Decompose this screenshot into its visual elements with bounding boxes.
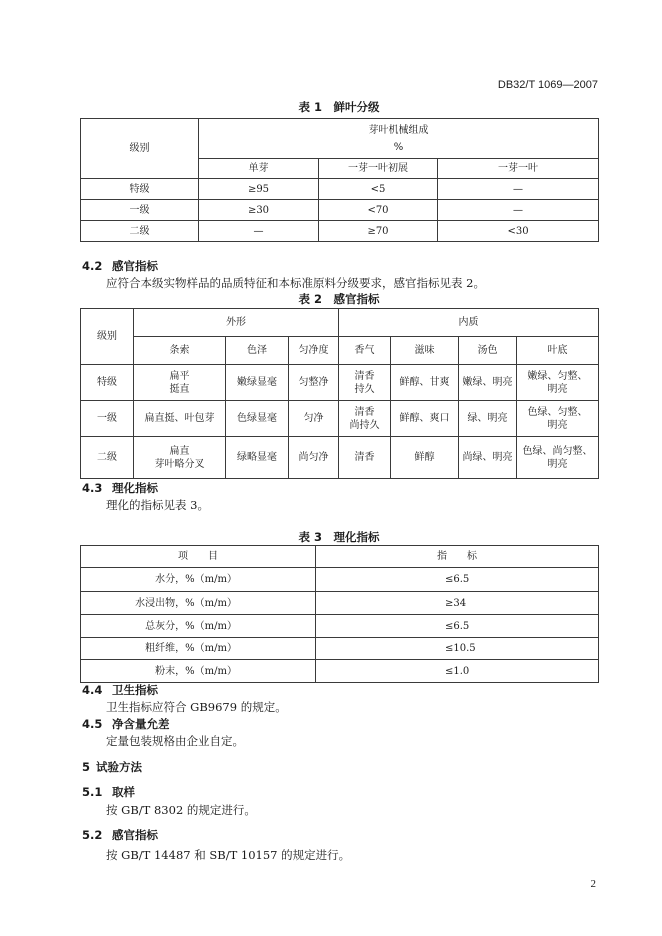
section-title: 取样 [112, 785, 135, 799]
column-header: 滋味 [391, 337, 459, 365]
value-cell: ≥30 [199, 200, 319, 221]
table-3-physicochemical-indicators [80, 545, 599, 683]
section-5-heading [82, 759, 302, 775]
indicator-cell: ≤1.0 [316, 660, 599, 683]
item-cell: 水分，%（m/m） [81, 568, 316, 592]
grade-cell: 特级 [81, 179, 199, 200]
value-cell: 鲜醇、爽口 [391, 401, 459, 437]
page-number: 2 [590, 878, 596, 890]
table-header-row [81, 309, 599, 337]
table-1-title: 表 1 鲜叶分级 [298, 100, 380, 114]
table-row [81, 615, 599, 638]
table-row [81, 401, 599, 437]
section-number: 4.5 [82, 717, 103, 731]
value-cell: ≥95 [199, 179, 319, 200]
table-row [81, 437, 599, 479]
value-cell: <30 [438, 221, 599, 242]
value-cell: 清香 尚持久 [339, 401, 391, 437]
column-header: 叶底 [517, 337, 599, 365]
value-cell: — [438, 179, 599, 200]
value-cell: <5 [319, 179, 438, 200]
section-5-2-text: 按 GB/T 14487 和 SB/T 10157 的规定进行。 [106, 848, 351, 862]
column-header: 香气 [339, 337, 391, 365]
table-row [81, 568, 599, 592]
value-cell: 扁平 挺直 [134, 365, 226, 401]
section-title: 试验方法 [96, 760, 142, 774]
value-cell: 鲜醇、甘爽 [391, 365, 459, 401]
column-header: 汤色 [459, 337, 517, 365]
value-cell: 尚匀净 [289, 437, 339, 479]
indicator-header: 指 标 [316, 546, 599, 568]
section-title: 卫生指标 [112, 683, 158, 697]
section-number: 4.2 [82, 259, 103, 273]
section-title: 理化指标 [112, 481, 158, 495]
column-header: 条索 [134, 337, 226, 365]
value-cell: 嫩绿、匀整、 明亮 [517, 365, 599, 401]
grade-cell: 一级 [81, 401, 134, 437]
value-cell: 清香 持久 [339, 365, 391, 401]
value-cell: 嫩绿显毫 [226, 365, 289, 401]
table-row [81, 200, 599, 221]
quality-group-header: 内质 [339, 309, 599, 337]
table-header-row [81, 119, 599, 159]
value-cell: 匀净 [289, 401, 339, 437]
section-4-2-text: 应符合本级实物样品的品质特征和本标准原料分级要求，感官指标见表 2。 [106, 276, 485, 290]
indicator-cell: ≥34 [316, 592, 599, 615]
table-row [81, 179, 599, 200]
column-header: 匀净度 [289, 337, 339, 365]
table-row [81, 592, 599, 615]
section-4-3-text: 理化的指标见表 3。 [106, 498, 209, 512]
grade-cell: 二级 [81, 437, 134, 479]
section-5-1-heading [82, 784, 302, 800]
grade-header: 级别 [81, 309, 134, 365]
section-4-5-text: 定量包装规格由企业自定。 [106, 734, 244, 748]
section-number: 5 [82, 760, 91, 774]
item-cell: 总灰分，%（m/m） [81, 615, 316, 638]
section-number: 5.2 [82, 828, 103, 842]
value-cell: 绿略显毫 [226, 437, 289, 479]
section-4-2-heading [82, 258, 302, 274]
section-number: 4.4 [82, 683, 103, 697]
section-number: 4.3 [82, 481, 103, 495]
value-cell: 色绿、尚匀整、 明亮 [517, 437, 599, 479]
section-title: 净含量允差 [112, 717, 170, 731]
value-cell: 匀整净 [289, 365, 339, 401]
value-cell: 扁直挺、叶包芽 [134, 401, 226, 437]
item-cell: 水浸出物，%（m/m） [81, 592, 316, 615]
value-cell: 鲜醇 [391, 437, 459, 479]
item-cell: 粗纤维，%（m/m） [81, 638, 316, 660]
value-cell: 色绿显毫 [226, 401, 289, 437]
table-1-fresh-leaf-grading [80, 118, 599, 242]
table-2-title: 表 2 感官指标 [298, 292, 380, 306]
column-header: 一芽一叶初展 [319, 159, 438, 179]
section-4-3-heading [82, 480, 302, 496]
table-2-sensory-indicators [80, 308, 599, 479]
table-row [81, 638, 599, 660]
value-cell: — [199, 221, 319, 242]
section-4-4-heading [82, 682, 302, 698]
table-3-title: 表 3 理化指标 [298, 530, 380, 544]
item-header: 项 目 [81, 546, 316, 568]
value-cell: — [438, 200, 599, 221]
grade-cell: 二级 [81, 221, 199, 242]
column-header: 色泽 [226, 337, 289, 365]
section-4-5-heading [82, 716, 302, 732]
column-header: 一芽一叶 [438, 159, 599, 179]
appearance-group-header: 外形 [134, 309, 339, 337]
value-cell: 清香 [339, 437, 391, 479]
value-cell: 扁直 芽叶略分叉 [134, 437, 226, 479]
table-row [81, 221, 599, 242]
column-header: 单芽 [199, 159, 319, 179]
table-header-row [81, 337, 599, 365]
section-number: 5.1 [82, 785, 103, 799]
section-title: 感官指标 [112, 828, 158, 842]
table-row [81, 660, 599, 683]
section-5-2-heading [82, 827, 302, 843]
section-title: 感官指标 [112, 259, 158, 273]
table-header-row [81, 546, 599, 568]
indicator-cell: ≤6.5 [316, 615, 599, 638]
composition-header [199, 119, 599, 159]
indicator-cell: ≤10.5 [316, 638, 599, 660]
grade-header: 级别 [81, 119, 199, 179]
section-4-4-text: 卫生指标应符合 GB9679 的规定。 [106, 700, 287, 714]
grade-cell: 特级 [81, 365, 134, 401]
document-code: DB32/T 1069—2007 [497, 79, 598, 91]
composition-unit: % [393, 141, 404, 153]
value-cell: ≥70 [319, 221, 438, 242]
indicator-cell: ≤6.5 [316, 568, 599, 592]
table-row [81, 365, 599, 401]
value-cell: <70 [319, 200, 438, 221]
section-5-1-text: 按 GB/T 8302 的规定进行。 [106, 803, 256, 817]
item-cell: 粉末，%（m/m） [81, 660, 316, 683]
value-cell: 嫩绿、明亮 [459, 365, 517, 401]
value-cell: 绿、明亮 [459, 401, 517, 437]
grade-cell: 一级 [81, 200, 199, 221]
value-cell: 尚绿、明亮 [459, 437, 517, 479]
value-cell: 色绿、匀整、 明亮 [517, 401, 599, 437]
composition-title: 芽叶机械组成 [368, 124, 429, 136]
